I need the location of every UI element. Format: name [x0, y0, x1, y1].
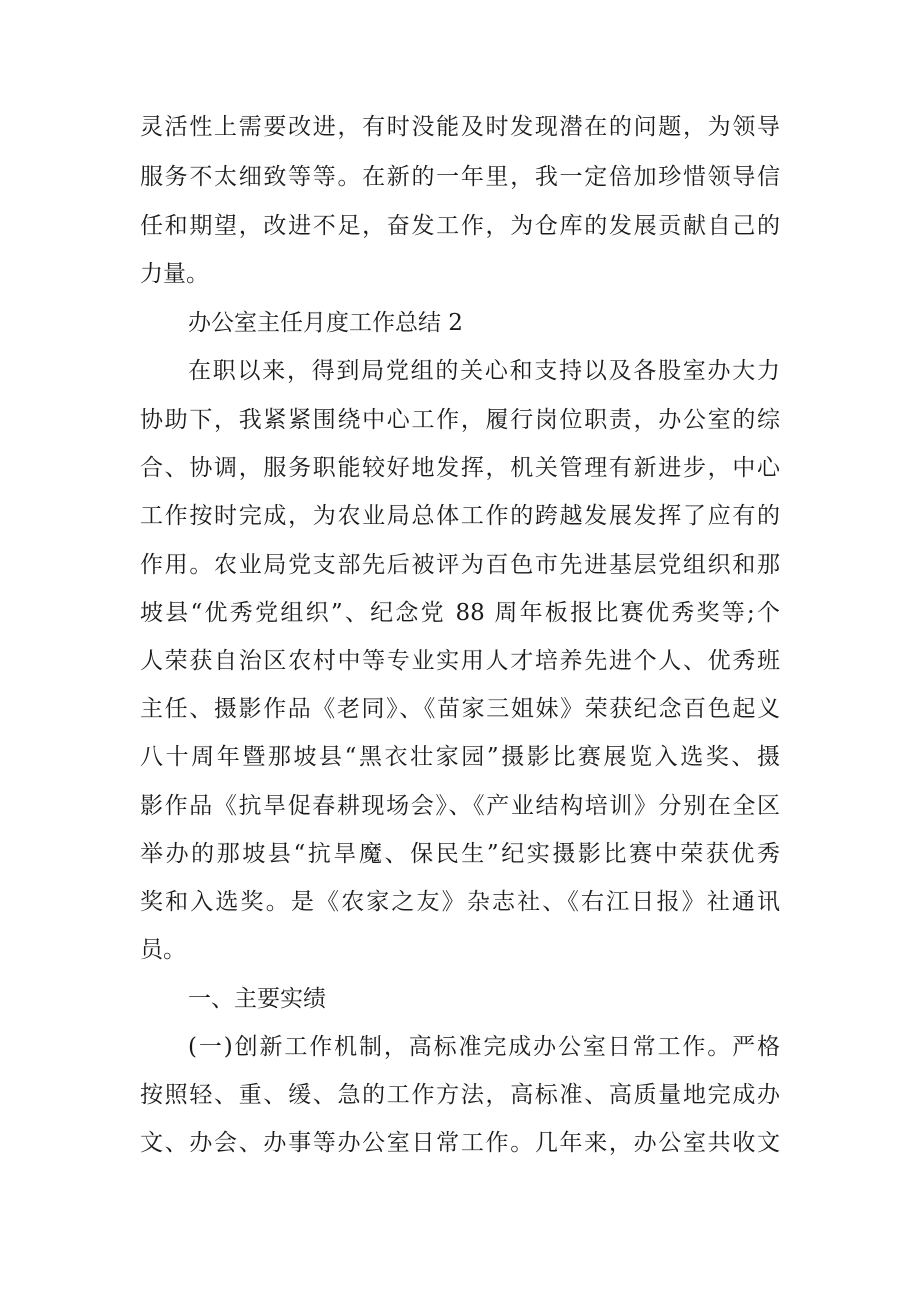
text-line: 力量。	[140, 261, 209, 287]
text-line: 在职以来，得到局党组的关心和支持以及各股室办大力	[188, 358, 780, 384]
text-line: 按照轻、重、缓、急的工作方法，高标准、高质量地完成办	[140, 1082, 780, 1108]
text-line: 服务不太细致等等。在新的一年里，我一定倍加珍惜领导信	[140, 164, 780, 190]
text-line: 奖和入选奖。是《农家之友》杂志社、《右江日报》社通讯	[140, 889, 780, 915]
text-line: 文、办会、办事等办公室日常工作。几年来，办公室共收文	[140, 1130, 780, 1156]
text-line: 主任、摄影作品《老同》、《苗家三姐妹》荣获纪念百色起义	[140, 696, 780, 722]
text-line: 八十周年暨那坡县“黑衣壮家园”摄影比赛展览入选奖、摄	[140, 744, 780, 770]
text-line: 灵活性上需要改进，有时没能及时发现潜在的问题，为领导	[140, 114, 780, 140]
text-line: 合、协调，服务职能较好地发挥，机关管理有新进步，中心	[140, 455, 780, 481]
text-line: 协助下，我紧紧围绕中心工作，履行岗位职责，办公室的综	[140, 407, 780, 433]
text-line: 坡县“优秀党组织”、纪念党 88 周年板报比赛优秀奖等;个	[140, 600, 780, 626]
text-line: 工作按时完成，为农业局总体工作的跨越发展发挥了应有的	[140, 503, 780, 529]
section-heading: 办公室主任月度工作总结 2	[188, 310, 463, 336]
text-line: (一)创新工作机制，高标准完成办公室日常工作。严格	[188, 1034, 780, 1060]
text-line: 举办的那坡县“抗旱魔、保民生”纪实摄影比赛中荣获优秀	[140, 841, 780, 867]
text-line: 任和期望，改进不足，奋发工作，为仓库的发展贡献自己的	[140, 213, 780, 239]
text-line: 员。	[140, 937, 186, 963]
text-line: 影作品《抗旱促春耕现场会》、《产业结构培训》分别在全区	[140, 793, 780, 819]
text-line: 人荣获自治区农村中等专业实用人才培养先进个人、优秀班	[140, 648, 780, 674]
section-heading: 一、主要实绩	[188, 986, 326, 1012]
text-line: 作用。农业局党支部先后被评为百色市先进基层党组织和那	[140, 552, 780, 578]
